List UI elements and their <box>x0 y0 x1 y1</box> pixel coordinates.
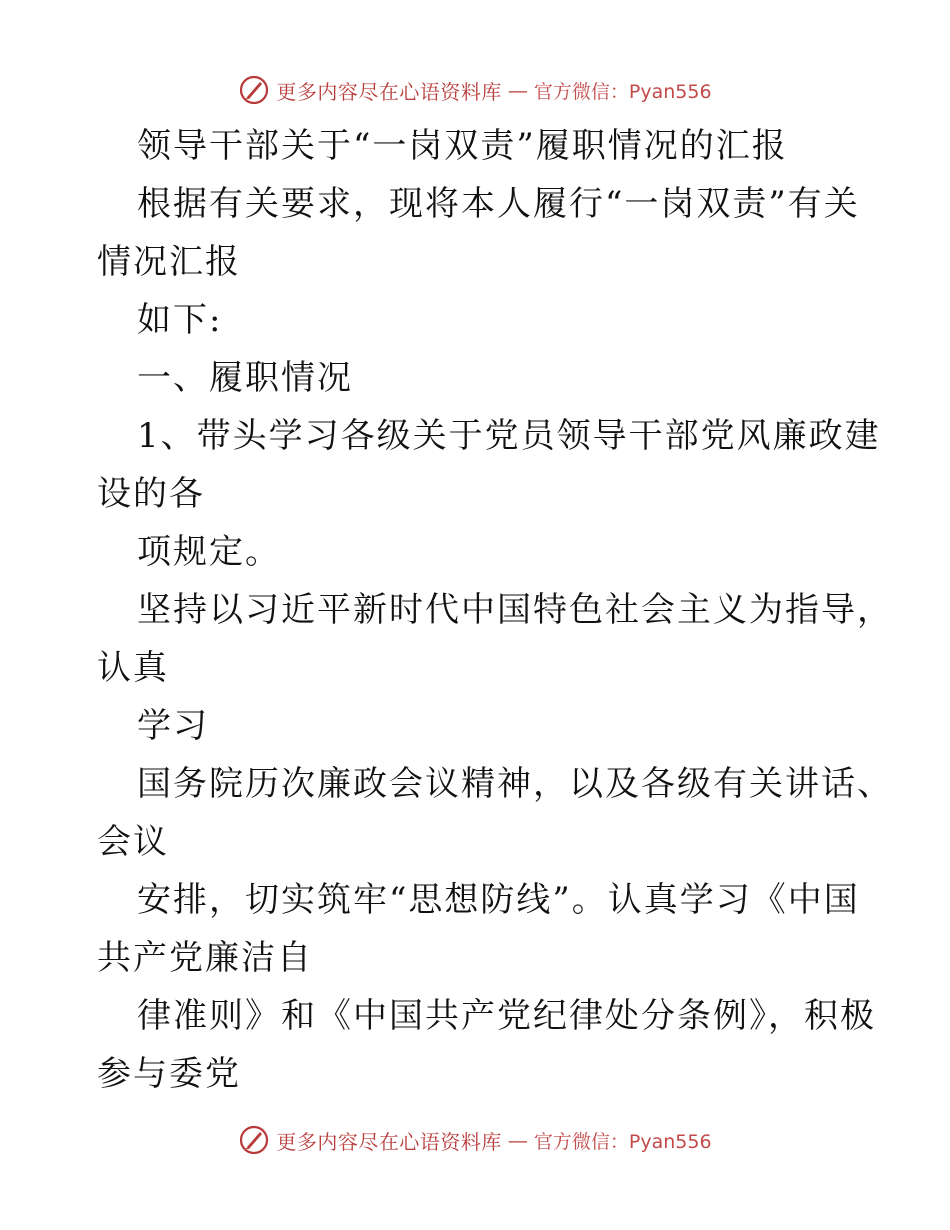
banner-separator: — <box>507 1128 528 1152</box>
header-watermark-banner <box>0 70 950 110</box>
quill-logo-icon <box>238 1124 270 1156</box>
paragraph-line: 参与委党 <box>97 1054 241 1094</box>
paragraph-line: 安排，切实筑牢“思想防线”。认真学习《中国 <box>137 880 860 920</box>
paragraph-line: 认真 <box>97 648 169 688</box>
document-title: 领导干部关于“一岗双责”履职情况的汇报 <box>137 126 788 166</box>
paragraph-line: 情况汇报 <box>97 242 241 282</box>
paragraph-line: 国务院历次廉政会议精神，以及各级有关讲话、 <box>137 764 893 804</box>
paragraph-line: 会议 <box>97 822 169 862</box>
section-heading: 一、履职情况 <box>137 358 353 398</box>
banner-separator: — <box>507 78 528 102</box>
banner-site-text: 更多内容尽在心语资料库 <box>276 79 502 104</box>
paragraph-line: 律准则》和《中国共产党纪律处分条例》，积极 <box>137 996 876 1036</box>
banner-wechat-label: 官方微信：Pyan556 <box>533 80 712 103</box>
paragraph-line: 共产党廉洁自 <box>97 938 313 978</box>
banner-site-text: 更多内容尽在心语资料库 <box>276 1129 502 1154</box>
paragraph-line: 根据有关要求，现将本人履行“一岗双责”有关 <box>137 184 860 224</box>
paragraph-line: 1、带头学习各级关于党员领导干部党风廉政建 <box>137 416 881 456</box>
footer-watermark-banner <box>0 1120 950 1160</box>
paragraph-line: 设的各 <box>97 474 205 514</box>
paragraph-line: 坚持以习近平新时代中国特色社会主义为指导， <box>137 590 893 630</box>
quill-logo-icon <box>238 74 270 106</box>
banner-wechat-label: 官方微信：Pyan556 <box>533 1130 712 1153</box>
paragraph-line: 学习 <box>137 706 209 746</box>
paragraph-line: 如下: <box>137 300 223 340</box>
paragraph-line: 项规定。 <box>137 532 281 572</box>
